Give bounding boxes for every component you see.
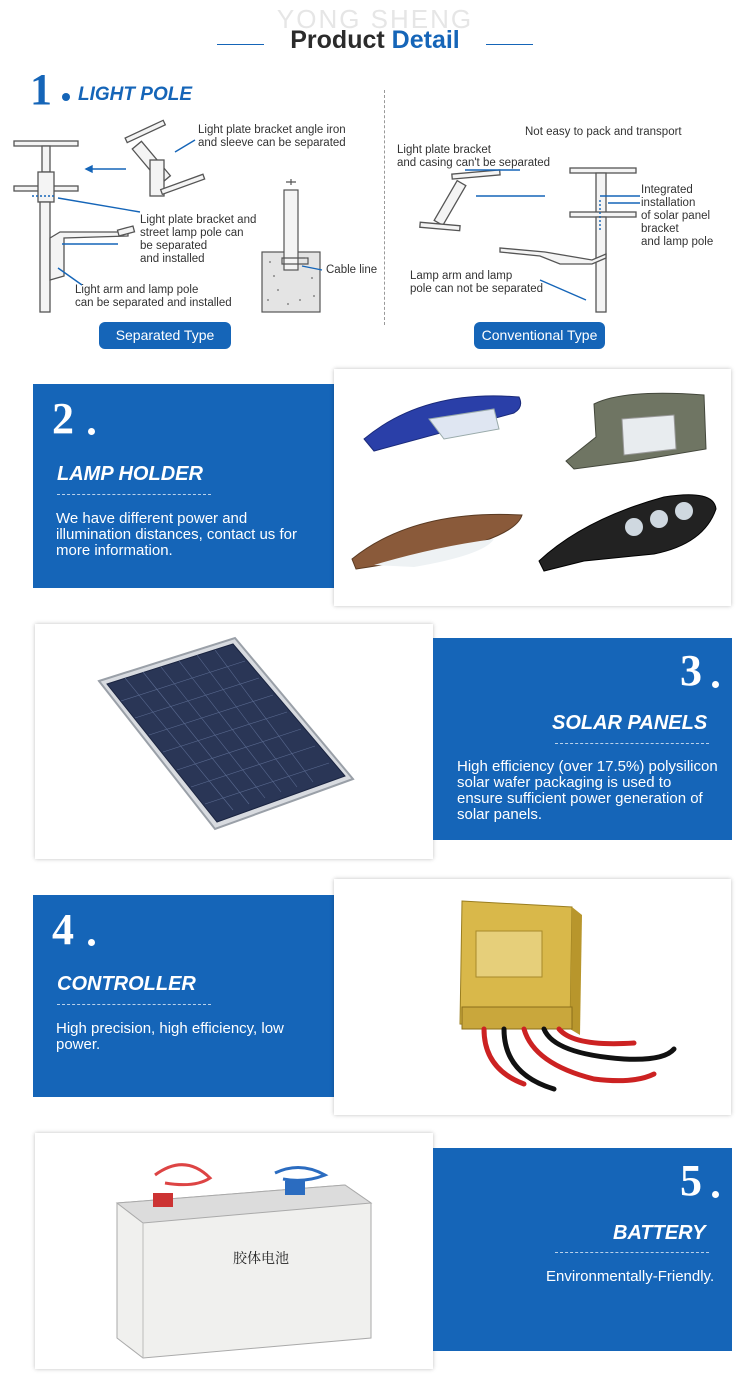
solar-panels-title: SOLAR PANELS <box>552 712 708 734</box>
section-number-5: 5 <box>680 1156 702 1205</box>
title-blue: Detail <box>391 26 460 54</box>
note-cable: Cable line <box>326 264 378 276</box>
solar-panels-desc: High efficiency (over 17.5%) polysilicon solar wafer packaging is used to ensure sufficient power generation of solar panels. <box>457 758 718 823</box>
note-bracket-angle: Light plate bracket angle iron and sleeve can be separated <box>198 124 346 149</box>
note-not-easy: Not easy to pack and transport <box>525 126 682 138</box>
lamp-holder-image-card <box>334 369 731 606</box>
title-dark: Product <box>290 26 385 54</box>
note-bracket-casing: Light plate bracket and casing can't be separated <box>397 144 551 169</box>
separated-type-button[interactable]: Separated Type <box>99 322 231 349</box>
title-underline <box>555 743 709 744</box>
controller-image-card <box>334 879 731 1115</box>
title-underline <box>57 1004 211 1005</box>
controller-title: CONTROLLER <box>57 973 196 995</box>
battery-image-card <box>35 1133 433 1369</box>
lamp-holder-desc: We have different power and illumination distances, contact us for more information. <box>56 510 297 559</box>
title-underline <box>555 1252 709 1253</box>
note-arm-not: Lamp arm and lamp pole can not be separated <box>410 270 543 295</box>
controller-image <box>334 879 731 1115</box>
note-arm-pole: Light arm and lamp pole can be separated and installed <box>75 284 232 309</box>
battery-title: BATTERY <box>613 1222 706 1244</box>
section-number-2: 2 <box>52 394 74 443</box>
number-dot <box>62 93 70 101</box>
battery-label: 胶体电池 <box>233 1251 289 1267</box>
number-dot <box>88 428 95 435</box>
battery-desc: Environmentally-Friendly. <box>546 1268 715 1285</box>
section-number-1: 1 <box>30 65 52 114</box>
note-bracket-street: Light plate bracket and street lamp pole can be separated and installed <box>140 214 257 265</box>
light-pole-title: LIGHT POLE <box>78 84 192 105</box>
lamp-image <box>334 369 731 606</box>
solar-panel-image-card <box>35 624 433 859</box>
number-dot <box>88 939 95 946</box>
section-number-3: 3 <box>680 646 702 695</box>
watermark: YONG SHENG <box>276 4 474 34</box>
section-number-4: 4 <box>52 905 74 954</box>
number-dot <box>712 1191 719 1198</box>
page-title <box>0 26 750 55</box>
title-underline <box>57 494 211 495</box>
note-integrated: Integrated installation of solar panel bracket and lamp pole <box>641 184 714 248</box>
controller-desc: High precision, high efficiency, low power. <box>56 1020 284 1053</box>
controller-panel <box>33 895 334 1097</box>
number-dot <box>712 681 719 688</box>
lamp-holder-title: LAMP HOLDER <box>57 463 203 485</box>
solar-panel-image <box>35 624 433 859</box>
conventional-type-button[interactable]: Conventional Type <box>474 322 605 349</box>
